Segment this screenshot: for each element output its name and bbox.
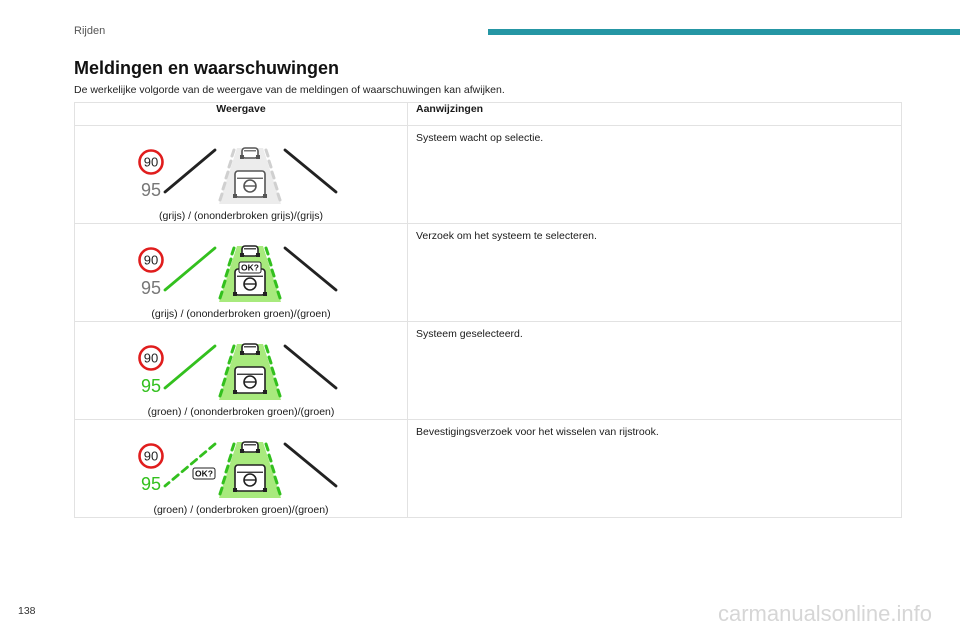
lane-keeping-icon — [165, 442, 336, 498]
right-lane-line — [285, 150, 336, 192]
speed-limit-sign-icon — [140, 347, 163, 370]
speed-setpoint-value: 95 — [140, 474, 162, 494]
display-caption: (grijs) / (ononderbroken grijs)/(grijs) — [159, 210, 323, 222]
table-header-row — [75, 103, 902, 126]
left-lane-line — [165, 248, 215, 290]
lane-marker — [275, 379, 277, 385]
lane-marker — [223, 281, 225, 287]
ok-badge — [193, 468, 215, 479]
display-illustration — [131, 144, 351, 208]
page-number: 138 — [18, 605, 36, 617]
lane-marker — [269, 161, 271, 167]
left-lane-line — [165, 150, 215, 192]
lead-vehicle-icon — [240, 344, 260, 355]
lane-marker — [275, 281, 277, 287]
lane-marker — [229, 455, 231, 461]
table-row — [75, 126, 902, 224]
display-illustration — [131, 438, 351, 502]
lane-marker — [278, 390, 280, 396]
lane-keeping-icon — [165, 148, 336, 204]
table-row — [75, 322, 902, 420]
lane-marker — [266, 150, 268, 156]
speed-limit-sign-icon — [140, 151, 163, 174]
header-accent-bar — [488, 29, 960, 35]
lane-marker — [275, 477, 277, 483]
notes-cell: Bevestigingsverzoek voor het wisselen van rijstrook. — [408, 420, 902, 518]
lane-marker — [226, 466, 228, 472]
display-illustration — [131, 340, 351, 404]
svg-text:OK?: OK? — [195, 468, 213, 479]
speed-limit-value: 90 — [143, 448, 159, 464]
speed-setpoint-value: 95 — [140, 180, 162, 200]
display-cell — [75, 126, 408, 224]
lane-marker — [275, 183, 277, 189]
speed-limit-value: 90 — [143, 252, 159, 268]
lane-marker — [226, 172, 228, 178]
lane-marker — [232, 248, 234, 254]
display-caption: (grijs) / (ononderbroken groen)/(groen) — [151, 308, 331, 320]
messages-table — [74, 102, 902, 518]
left-lane-line — [165, 444, 215, 486]
left-lane-line — [165, 346, 215, 388]
speed-setpoint-value: 95 — [140, 376, 162, 396]
lane-marker — [269, 357, 271, 363]
lane-marker — [269, 455, 271, 461]
lane-marker — [220, 488, 222, 494]
lead-vehicle-icon — [240, 442, 260, 453]
table-row — [75, 224, 902, 322]
page-title: Meldingen en waarschuwingen — [74, 58, 340, 78]
section-label: Rijden — [74, 25, 106, 37]
lane-marker — [220, 390, 222, 396]
display-caption: (groen) / (ononderbroken groen)/(groen) — [147, 406, 335, 418]
column-header-notes: Aanwijzingen — [408, 103, 902, 126]
speed-limit-value: 90 — [143, 350, 159, 366]
right-lane-line — [285, 444, 336, 486]
lane-marker — [223, 379, 225, 385]
lane-marker — [226, 368, 228, 374]
lane-marker — [232, 150, 234, 156]
lead-vehicle-icon — [240, 148, 260, 159]
speed-limit-value: 90 — [143, 154, 159, 170]
display-cell — [75, 224, 408, 322]
right-lane-line — [285, 248, 336, 290]
table-body — [75, 126, 902, 518]
display-cell — [75, 322, 408, 420]
lane-marker — [223, 477, 225, 483]
lead-vehicle-icon — [240, 246, 260, 257]
lane-keeping-icon — [165, 344, 336, 400]
ok-badge — [239, 262, 261, 273]
lane-marker — [220, 292, 222, 298]
display-cell — [75, 420, 408, 518]
lane-marker — [266, 444, 268, 450]
right-lane-line — [285, 346, 336, 388]
lane-marker — [226, 270, 228, 276]
lane-marker — [278, 292, 280, 298]
lane-marker — [223, 183, 225, 189]
own-vehicle-icon — [233, 367, 267, 394]
lane-marker — [229, 161, 231, 167]
notes-cell: Verzoek om het systeem te selecteren. — [408, 224, 902, 322]
intro-text: De werkelijke volgorde van de weergave van de meldingen of waarschuwingen kan afwijken. — [74, 84, 505, 96]
lane-marker — [220, 194, 222, 200]
notes-cell: Systeem wacht op selectie. — [408, 126, 902, 224]
svg-text:OK?: OK? — [241, 262, 259, 273]
lane-marker — [272, 368, 274, 374]
lane-keeping-icon — [165, 246, 336, 302]
lane-marker — [232, 346, 234, 352]
lane-marker — [272, 270, 274, 276]
lane-marker — [266, 248, 268, 254]
lane-marker — [278, 488, 280, 494]
speed-limit-sign-icon — [140, 249, 163, 272]
lane-marker — [229, 259, 231, 265]
lane-marker — [278, 194, 280, 200]
lane-marker — [266, 346, 268, 352]
watermark: carmanualsonline.info — [717, 601, 932, 626]
notes-cell: Systeem geselecteerd. — [408, 322, 902, 420]
speed-setpoint-value: 95 — [140, 278, 162, 298]
lane-marker — [272, 466, 274, 472]
display-illustration — [131, 242, 351, 306]
own-vehicle-icon — [233, 171, 267, 198]
own-vehicle-icon — [233, 465, 267, 492]
column-header-display: Weergave — [75, 103, 408, 126]
lane-marker — [232, 444, 234, 450]
lane-marker — [229, 357, 231, 363]
lane-marker — [269, 259, 271, 265]
table-row — [75, 420, 902, 518]
speed-limit-sign-icon — [140, 445, 163, 468]
display-caption: (groen) / (onderbroken groen)/(groen) — [153, 504, 329, 516]
lane-marker — [272, 172, 274, 178]
